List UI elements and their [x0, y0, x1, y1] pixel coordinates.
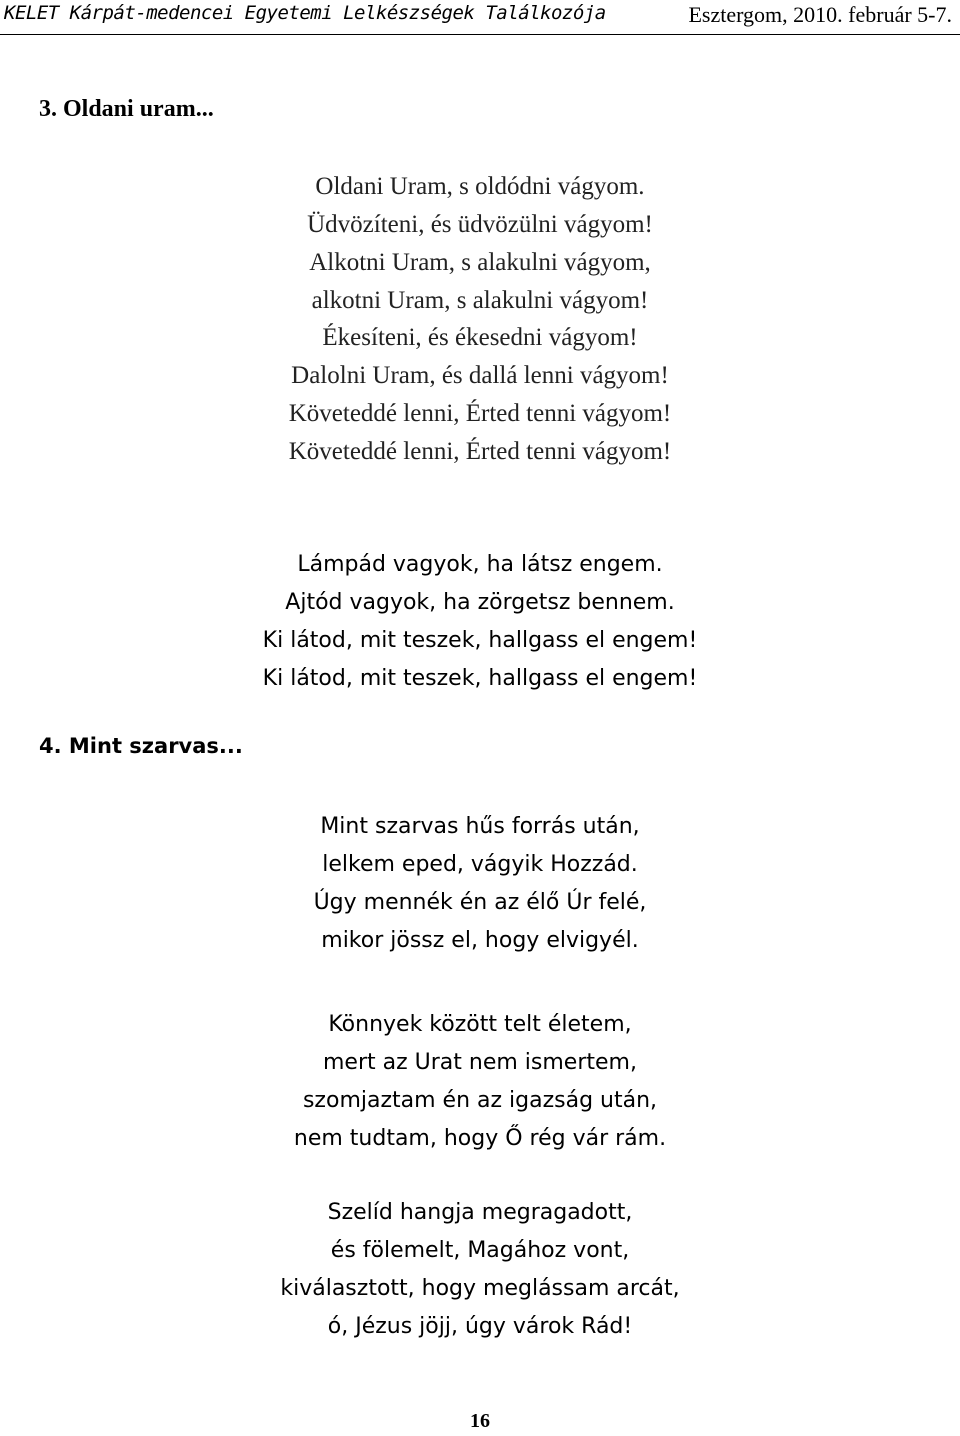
song-4-heading: 4. Mint szarvas...	[39, 734, 243, 758]
verse-line: Alkotni Uram, s alakulni vágyom,	[309, 249, 651, 276]
song-3-stanza-2	[0, 319, 960, 471]
verse-line: lelkem eped, vágyik Hozzád.	[322, 852, 638, 877]
verse-line: mert az Urat nem ismertem,	[323, 1050, 637, 1075]
verse-line: Ajtód vagyok, ha zörgetsz bennem.	[285, 590, 675, 615]
verse-line: Szelíd hangja megragadott,	[327, 1200, 633, 1225]
event-title: KELET Kárpát-medencei Egyetemi Lelkészségek Találkozója	[4, 2, 606, 24]
verse-line: alkotni Uram, s alakulni vágyom!	[311, 287, 649, 314]
song-3-heading: 3. Oldani uram...	[39, 96, 214, 122]
verse-line: nem tudtam, hogy Ő rég vár rám.	[293, 1126, 667, 1151]
verse-line: szomjaztam én az igazság után,	[302, 1088, 658, 1113]
song-4-stanza-3	[0, 1194, 960, 1346]
song-3-stanza-1	[0, 168, 960, 320]
verse-line: ó, Jézus jöjj, úgy várok Rád!	[327, 1314, 633, 1339]
verse-line: kiválasztott, hogy meglássam arcát,	[280, 1276, 680, 1301]
verse-line: Könnyek között telt életem,	[328, 1012, 632, 1037]
header-divider	[0, 34, 960, 35]
verse-line: Oldani Uram, s oldódni vágyom.	[315, 173, 645, 200]
song-3-stanza-3	[0, 546, 960, 698]
verse-line: Ékesíteni, és ékesedni vágyom!	[322, 324, 638, 351]
verse-line: Lámpád vagyok, ha látsz engem.	[297, 552, 663, 577]
page-number: 16	[470, 1410, 490, 1432]
verse-line: és fölemelt, Magához vont,	[330, 1238, 630, 1263]
song-4-stanza-2	[0, 1006, 960, 1158]
verse-line: Üdvözíteni, és üdvözülni vágyom!	[307, 211, 653, 238]
song-4-stanza-1	[0, 808, 960, 960]
verse-line: Mint szarvas hűs forrás után,	[320, 814, 640, 839]
verse-line: Követeddé lenni, Érted tenni vágyom!	[288, 400, 672, 427]
verse-line: Ki látod, mit teszek, hallgass el engem!	[262, 628, 698, 653]
verse-line: Dalolni Uram, és dallá lenni vágyom!	[291, 362, 669, 389]
verse-line: Ki látod, mit teszek, hallgass el engem!	[262, 666, 698, 691]
verse-line: Követeddé lenni, Érted tenni vágyom!	[288, 438, 672, 465]
verse-line: Úgy mennék én az élő Úr felé,	[313, 890, 647, 915]
verse-line: mikor jössz el, hogy elvigyél.	[321, 928, 639, 953]
event-place-date: Esztergom, 2010. február 5-7.	[688, 2, 952, 27]
page-header	[0, 0, 960, 34]
